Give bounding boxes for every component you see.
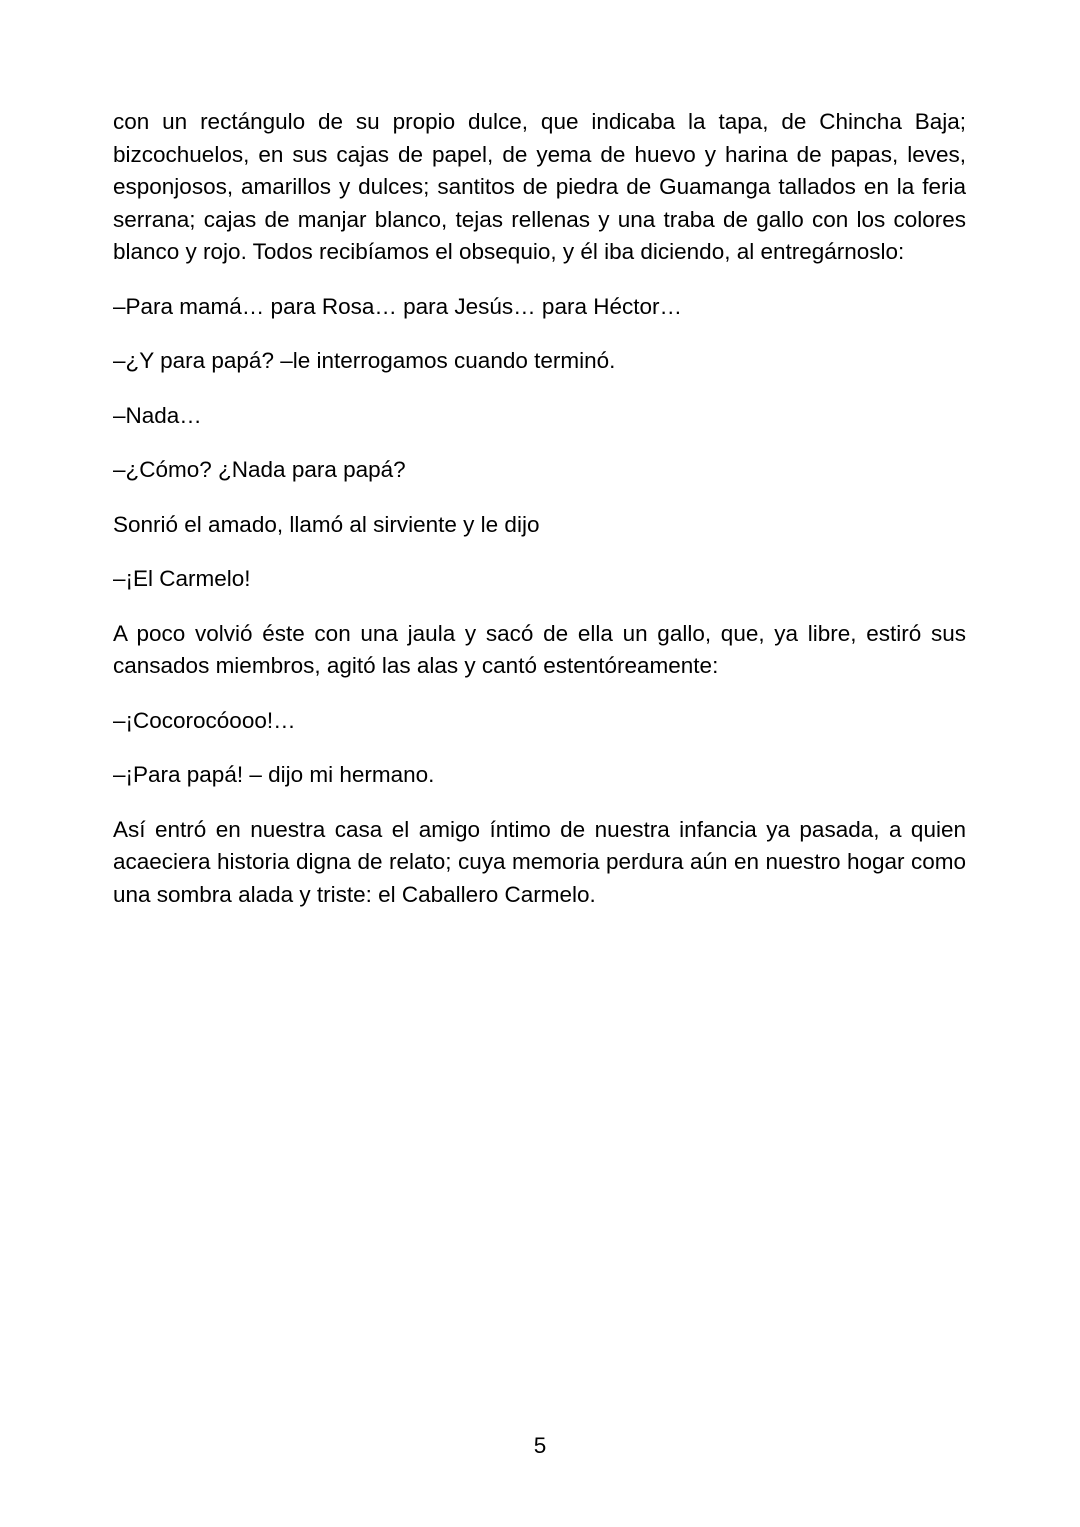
paragraph: A poco volvió éste con una jaula y sacó de ella un gallo, que, ya libre, estiró sus cansados miembros, agitó las alas y cantó estentóreamente:	[113, 620, 966, 678]
paragraph: Sonrió el amado, llamó al sirviente y le dijo	[113, 511, 540, 537]
text-content	[113, 106, 966, 933]
paragraph: –¿Y para papá? –le interrogamos cuando terminó.	[113, 348, 616, 373]
paragraph: –Nada…	[113, 402, 202, 428]
paragraph: –¡Para papá! – dijo mi hermano.	[113, 762, 435, 787]
paragraph: –¿Cómo? ¿Nada para papá?	[113, 457, 406, 482]
paragraph: con un rectángulo de su propio dulce, que indicaba la tapa, de Chincha Baja; bizcochuelos, en sus cajas de papel, de yema de huevo y harina de papas, leves, esponjosos, amarillos y dulces; santitos de piedra de Guamanga tallados en la feria serrana; cajas de manjar blanco, tejas rellenas y una traba de gallo con los colores blanco y rojo. Todos recibíamos el obsequio, y él iba diciendo, al entregárnoslo:	[113, 109, 966, 264]
paragraph: Así entró en nuestra casa el amigo íntimo de nuestra infancia ya pasada, a quien acaeciera historia digna de relato; cuya memoria perdura aún en nuestro hogar como una sombra alada y triste: el Caballero Carmelo.	[113, 816, 966, 907]
paragraph: –Para mamá… para Rosa… para Jesús… para Héctor…	[113, 293, 682, 319]
page-number: 5	[533, 1433, 547, 1458]
paragraph: –¡El Carmelo!	[113, 566, 251, 591]
paragraph: –¡Cocorocóooo!…	[113, 707, 296, 733]
